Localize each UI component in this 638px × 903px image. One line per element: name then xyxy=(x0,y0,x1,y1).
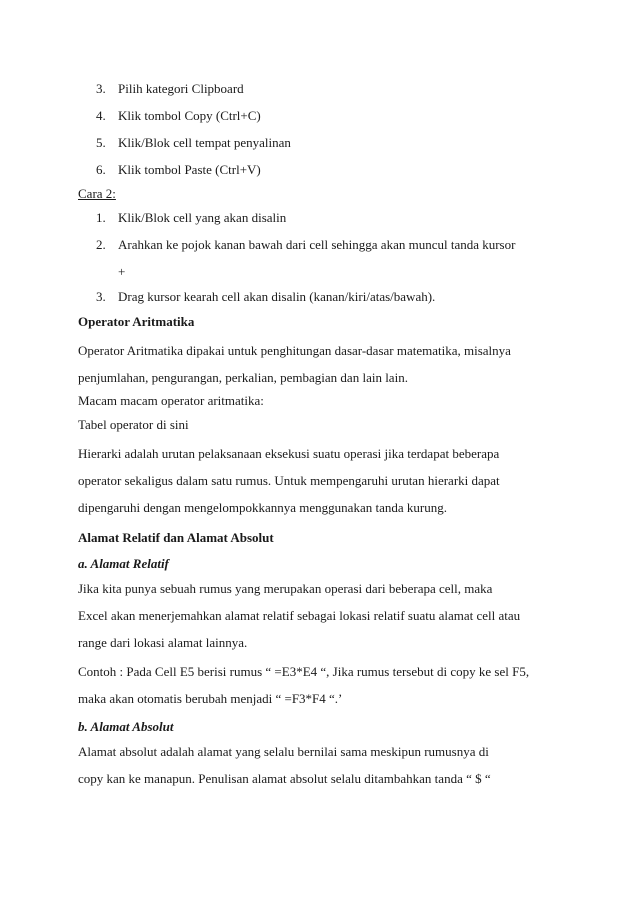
list-number: 2. xyxy=(96,237,106,252)
paragraph xyxy=(78,575,566,656)
list-number: 5. xyxy=(96,135,106,150)
list-text: Arahkan ke pojok kanan bawah dari cell sehingga akan muncul tanda kursor xyxy=(118,237,516,252)
paragraph-line: Contoh : Pada Cell E5 berisi rumus “ =E3*E4 “, Jika rumus tersebut di copy ke sel F5, xyxy=(78,664,530,679)
list-text: Drag kursor kearah cell akan disalin (kanan/kiri/atas/bawah). xyxy=(118,289,436,304)
paragraph-line: Macam macam operator aritmatika: xyxy=(78,393,264,408)
list-text: Klik/Blok cell yang akan disalin xyxy=(118,210,287,225)
section-heading: Operator Aritmatika xyxy=(78,314,195,329)
subsection-heading: b. Alamat Absolut xyxy=(78,719,174,734)
paragraph-line: Jika kita punya sebuah rumus yang merupakan operasi dari beberapa cell, maka xyxy=(78,581,493,596)
paragraph xyxy=(78,337,566,391)
list-text: Klik tombol Copy (Ctrl+C) xyxy=(118,108,261,123)
list-number: 3. xyxy=(96,81,106,96)
cara2-label: Cara 2: xyxy=(78,186,116,201)
paragraph-line: copy kan ke manapun. Penulisan alamat absolut selalu ditambahkan tanda “ $ “ xyxy=(78,771,491,786)
paragraph-line: Alamat absolut adalah alamat yang selalu bernilai sama meskipun rumusnya di xyxy=(78,744,489,759)
list-text-continuation: + xyxy=(118,264,126,279)
paragraph xyxy=(78,658,566,712)
list-number: 6. xyxy=(96,162,106,177)
paragraph-line: Hierarki adalah urutan pelaksanaan eksekusi suatu operasi jika terdapat beberapa xyxy=(78,446,500,461)
list-text: Klik tombol Paste (Ctrl+V) xyxy=(118,162,261,177)
placeholder-line: Tabel operator di sini xyxy=(78,417,189,432)
paragraph-line: dipengaruhi dengan mengelompokkannya menggunakan tanda kurung. xyxy=(78,500,447,515)
list-number: 3. xyxy=(96,289,106,304)
paragraph-line: Excel akan menerjemahkan alamat relatif sebagai lokasi relatif suatu alamat cell atau xyxy=(78,608,521,623)
subsection-heading: a. Alamat Relatif xyxy=(78,556,169,571)
paragraph-line: operator sekaligus dalam satu rumus. Untuk mempengaruhi urutan hierarki dapat xyxy=(78,473,500,488)
paragraph xyxy=(78,738,566,792)
paragraph xyxy=(78,440,566,521)
paragraph-line: Operator Aritmatika dipakai untuk penghitungan dasar-dasar matematika, misalnya xyxy=(78,343,511,358)
section-heading: Alamat Relatif dan Alamat Absolut xyxy=(78,530,274,545)
paragraph-line: penjumlahan, pengurangan, perkalian, pembagian dan lain lain. xyxy=(78,370,408,385)
list-number: 1. xyxy=(96,210,106,225)
paragraph-line: maka akan otomatis berubah menjadi “ =F3*F4 “.’ xyxy=(78,691,343,706)
paragraph-line: range dari lokasi alamat lainnya. xyxy=(78,635,248,650)
list-number: 4. xyxy=(96,108,106,123)
list-text: Pilih kategori Clipboard xyxy=(118,81,244,96)
list-text: Klik/Blok cell tempat penyalinan xyxy=(118,135,291,150)
